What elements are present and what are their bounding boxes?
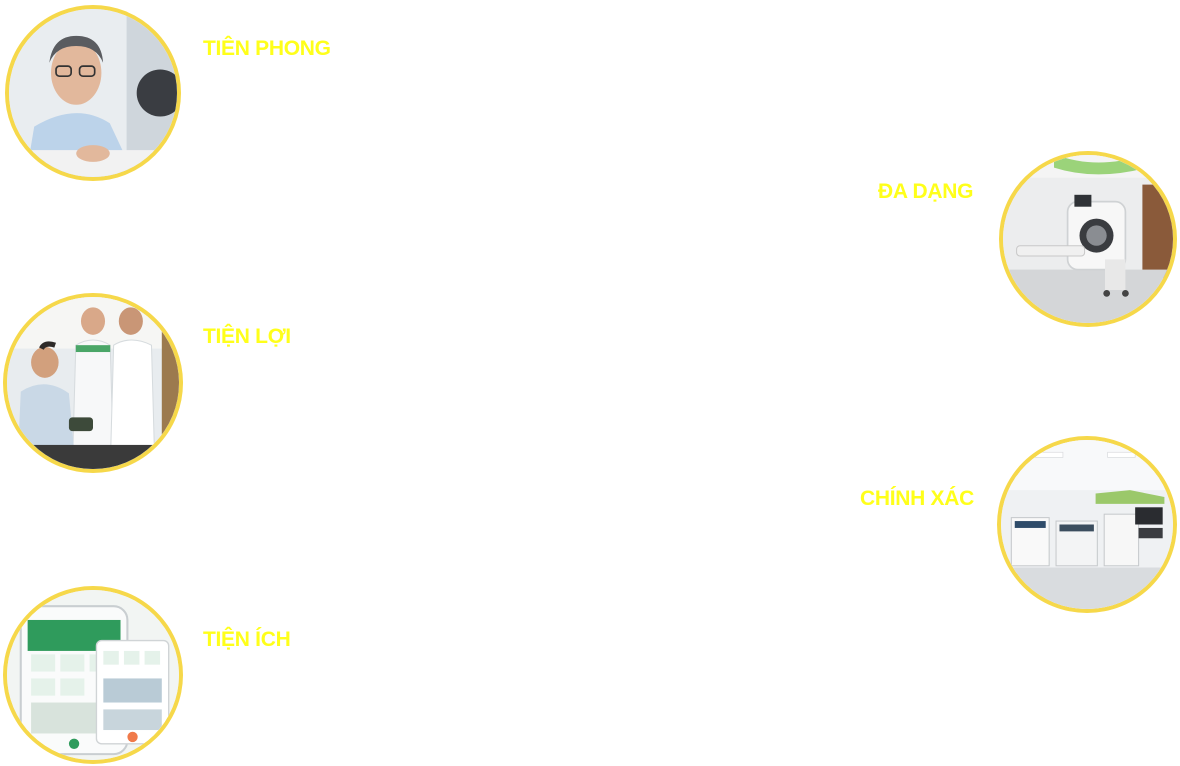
- ct-scanner-image: [999, 151, 1177, 327]
- feature-title: TIỆN LỢI: [203, 325, 291, 348]
- feature-title: CHÍNH XÁC: [860, 487, 974, 510]
- feature-title: TIÊN PHONG: [203, 37, 331, 60]
- doctor-portrait-image: [5, 5, 181, 181]
- mobile-app-image: [3, 586, 183, 764]
- feature-title: ĐA DẠNG: [878, 180, 974, 203]
- medical-staff-patient-image: [3, 293, 183, 473]
- feature-title: TIỆN ÍCH: [203, 628, 291, 651]
- laboratory-image: [997, 436, 1177, 613]
